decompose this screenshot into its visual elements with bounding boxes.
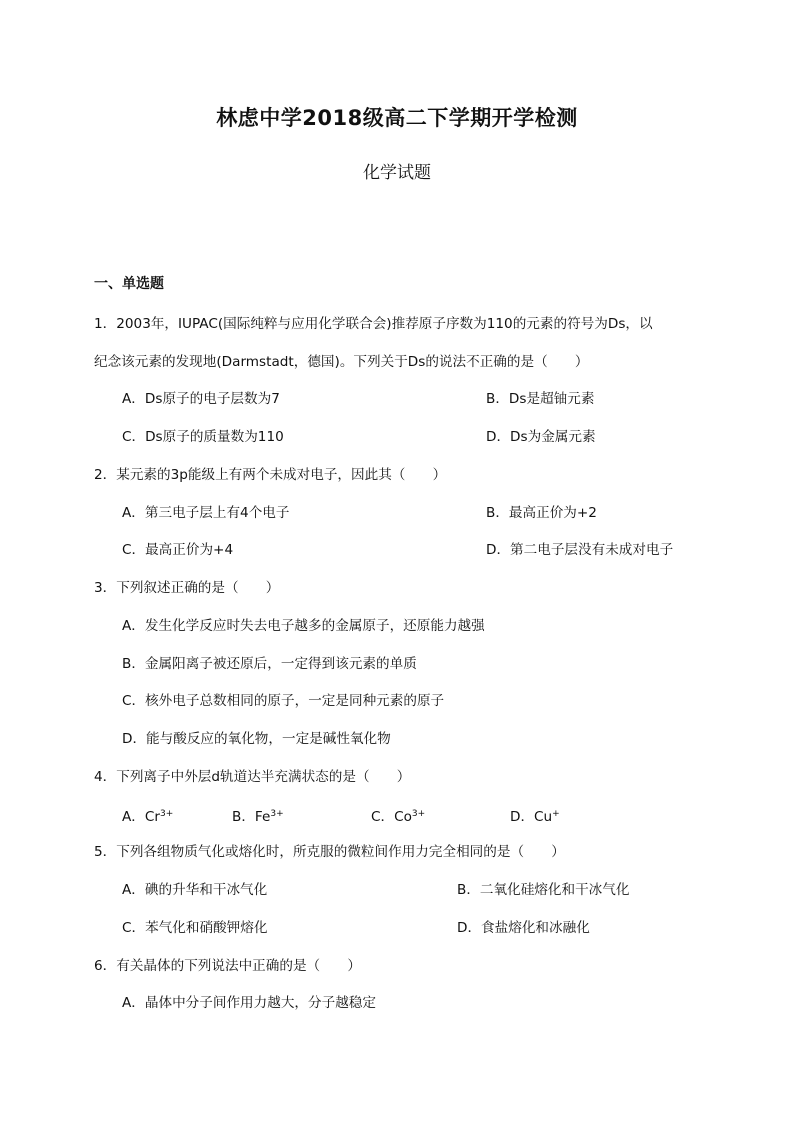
- question-1-option-b: B．Ds是超铀元素: [486, 391, 595, 407]
- question-1-option-a: A．Ds原子的电子层数为7: [122, 391, 280, 407]
- question-3-option-a: A．发生化学反应时失去电子越多的金属原子，还原能力越强: [122, 618, 485, 634]
- question-2-option-c: C．最高正价为+4: [122, 542, 234, 558]
- question-4-option-b: B．$Fe^{3+}$: [232, 809, 284, 825]
- question-1-line-2: 纪念该元素的发现地(Darmstadt，德国)。下列关于Ds的说法不正确的是（ ）: [94, 354, 589, 370]
- question-5-option-d: D．食盐熔化和冰融化: [457, 920, 590, 936]
- question-1-line-1: 1．2003年，IUPAC(国际纯粹与应用化学联合会)推荐原子序数为110的元素的符号为Ds，以: [94, 316, 653, 332]
- exam-subtitle: 化学试题: [363, 163, 431, 183]
- question-5-option-a: A．碘的升华和干冰气化: [122, 882, 268, 898]
- question-4-option-d: D．Cu+: [510, 809, 560, 825]
- ion-charge: 3+: [159, 809, 174, 819]
- ion-charge: 3+: [411, 809, 426, 819]
- question-6-option-a: A．晶体中分子间作用力越大，分子越稳定: [122, 995, 376, 1011]
- question-4-option-a: A．$Cr^{3+}$: [122, 809, 174, 825]
- question-3-line-1: 3．下列叙述正确的是（ ）: [94, 580, 280, 596]
- question-2-line-1: 2．某元素的3p能级上有两个未成对电子，因此其（ ）: [94, 467, 447, 483]
- question-5-option-c: C．苯气化和硝酸钾熔化: [122, 920, 268, 936]
- question-5-line-1: 5．下列各组物质气化或熔化时，所克服的微粒间作用力完全相同的是（ ）: [94, 844, 565, 860]
- question-3-option-b: B．金属阳离子被还原后，一定得到该元素的单质: [122, 656, 417, 672]
- question-3-option-d: D．能与酸反应的氧化物，一定是碱性氧化物: [122, 731, 391, 747]
- question-4-option-c: C．$Co^{3+}$: [371, 809, 426, 825]
- question-1-option-d: D．Ds为金属元素: [486, 429, 596, 445]
- exam-title: 林虑中学2018级高二下学期开学检测: [216, 106, 578, 130]
- question-4-line-1: 4．下列离子中外层d轨道达半充满状态的是（ ）: [94, 769, 411, 785]
- question-2-option-b: B．最高正价为+2: [486, 505, 597, 521]
- question-6-line-1: 6．有关晶体的下列说法中正确的是（ ）: [94, 958, 361, 974]
- ion-charge: +: [552, 809, 560, 819]
- question-2-option-a: A．第三电子层上有4个电子: [122, 505, 290, 521]
- question-2-option-d: D．第二电子层没有未成对电子: [486, 542, 674, 558]
- question-1-option-c: C．Ds原子的质量数为110: [122, 429, 284, 445]
- section-heading: 一、单选题: [94, 276, 164, 292]
- question-5-option-b: B．二氧化硅熔化和干冰气化: [457, 882, 630, 898]
- question-3-option-c: C．核外电子总数相同的原子，一定是同种元素的原子: [122, 693, 445, 709]
- ion-charge: 3+: [270, 809, 284, 819]
